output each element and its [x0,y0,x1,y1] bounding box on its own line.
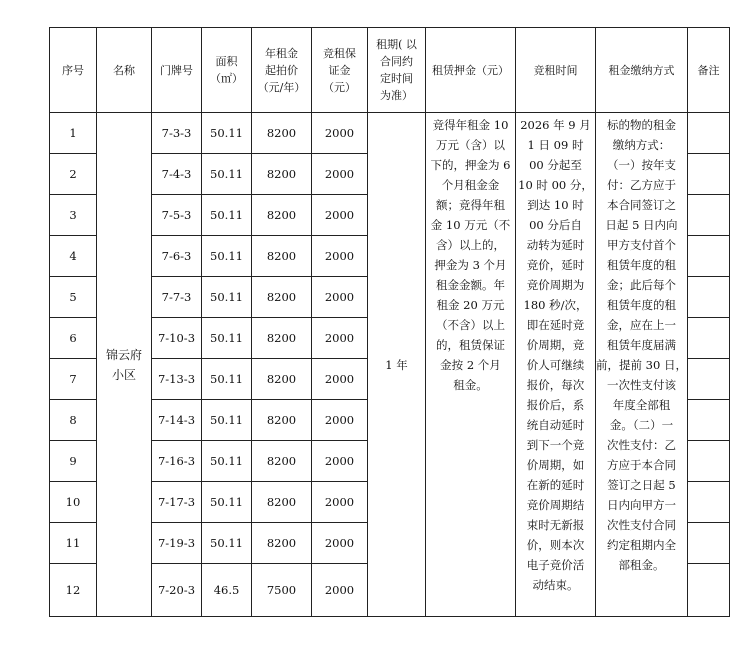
cell-door: 7-3-3 [152,113,202,154]
cell-door: 7-17-3 [152,482,202,523]
cell-area: 50.11 [202,318,252,359]
header-name: 名称 [97,28,152,113]
cell-bond: 2000 [312,195,368,236]
cell-remark [688,113,730,154]
cell-bond: 2000 [312,113,368,154]
cell-price: 8200 [252,236,312,277]
header-seq: 序号 [50,28,97,113]
cell-price: 8200 [252,113,312,154]
cell-seq: 4 [50,236,97,277]
deposit-text: 竞得年租金 10 万元（含）以 下的，押金为 6 个月租金金 额；竞得年租 金 10 万元（不 含）以上的， 押金为 3 个月 租金金额。年 租金 20 万元 （不含）以上 的，租赁保证 金按 2 个月 租金。 [426,113,516,617]
cell-bond: 2000 [312,236,368,277]
cell-price: 8200 [252,277,312,318]
cell-remark [688,236,730,277]
table-row [50,113,730,154]
cell-seq: 12 [50,564,97,617]
rental-listing-table [49,27,730,617]
cell-price: 8200 [252,154,312,195]
table-body [50,113,730,617]
cell-remark [688,564,730,617]
bid-time-text: 2026 年 9 月 1 日 09 时 00 分起至 10 时 00 分， 到达 10 时 00 分后自 动转为延时 竞价，延时 竞价周期为 180 秒/次， 即在延时竞 价周期，竞 价人可继续 报价，每次 报价后，系 统自动延时 到下一个竞 价周期，如 在新的延时 竞价周期结 束时无新报 价，则本次 电子竞价活 动结束。 [516,113,596,617]
header-bid-time: 竞租时间 [516,28,596,113]
cell-door: 7-16-3 [152,441,202,482]
term-value: 1 年 [368,113,426,617]
cell-area: 50.11 [202,236,252,277]
community-name: 锦云府 小区 [97,113,152,617]
cell-remark [688,441,730,482]
cell-door: 7-19-3 [152,523,202,564]
cell-seq: 1 [50,113,97,154]
cell-area: 50.11 [202,400,252,441]
cell-seq: 8 [50,400,97,441]
cell-area: 50.11 [202,441,252,482]
cell-area: 50.11 [202,195,252,236]
cell-price: 8200 [252,195,312,236]
cell-remark [688,400,730,441]
payment-text: 标的物的租金 缴纳方式： （一）按年支 付：乙方应于 本合同签订之 日起 5 日内向 甲方支付首个 租赁年度的租 金；此后每个 租赁年度的租 金，应在上一 租赁年度届满 前，提前 30 日， 一次性支付该 年度全部租 金。（二）一 次性支付：乙 方应于本合同 签订之日起 5 日内向甲方一 次性支付合同 约定租期内全 部租金。 [596,113,688,617]
header-row [50,28,730,113]
cell-seq: 3 [50,195,97,236]
header-deposit: 租赁押金（元） [426,28,516,113]
cell-seq: 7 [50,359,97,400]
cell-seq: 6 [50,318,97,359]
cell-area: 50.11 [202,277,252,318]
cell-bond: 2000 [312,154,368,195]
header-door: 门牌号 [152,28,202,113]
header-payment: 租金缴纳方式 [596,28,688,113]
cell-remark [688,154,730,195]
cell-bond: 2000 [312,400,368,441]
cell-area: 46.5 [202,564,252,617]
cell-remark [688,277,730,318]
header-remark: 备注 [688,28,730,113]
cell-door: 7-7-3 [152,277,202,318]
cell-door: 7-10-3 [152,318,202,359]
cell-seq: 11 [50,523,97,564]
cell-remark [688,195,730,236]
cell-area: 50.11 [202,154,252,195]
cell-seq: 10 [50,482,97,523]
cell-price: 7500 [252,564,312,617]
cell-area: 50.11 [202,359,252,400]
cell-price: 8200 [252,482,312,523]
cell-area: 50.11 [202,523,252,564]
cell-price: 8200 [252,400,312,441]
cell-door: 7-6-3 [152,236,202,277]
cell-bond: 2000 [312,523,368,564]
cell-door: 7-13-3 [152,359,202,400]
cell-price: 8200 [252,523,312,564]
cell-bond: 2000 [312,564,368,617]
cell-seq: 5 [50,277,97,318]
cell-seq: 9 [50,441,97,482]
cell-door: 7-20-3 [152,564,202,617]
cell-price: 8200 [252,441,312,482]
cell-seq: 2 [50,154,97,195]
cell-bond: 2000 [312,318,368,359]
cell-bond: 2000 [312,277,368,318]
cell-door: 7-4-3 [152,154,202,195]
cell-remark [688,482,730,523]
header-area: 面积 （㎡） [202,28,252,113]
cell-bond: 2000 [312,482,368,523]
cell-remark [688,318,730,359]
cell-area: 50.11 [202,113,252,154]
cell-area: 50.11 [202,482,252,523]
header-bond: 竞租保 证金 （元） [312,28,368,113]
cell-price: 8200 [252,359,312,400]
cell-remark [688,523,730,564]
cell-bond: 2000 [312,359,368,400]
cell-door: 7-14-3 [152,400,202,441]
cell-remark [688,359,730,400]
cell-price: 8200 [252,318,312,359]
cell-bond: 2000 [312,441,368,482]
header-term: 租期( 以 合同约 定时间 为准） [368,28,426,113]
cell-door: 7-5-3 [152,195,202,236]
header-start-price: 年租金 起拍价 （元/年） [252,28,312,113]
